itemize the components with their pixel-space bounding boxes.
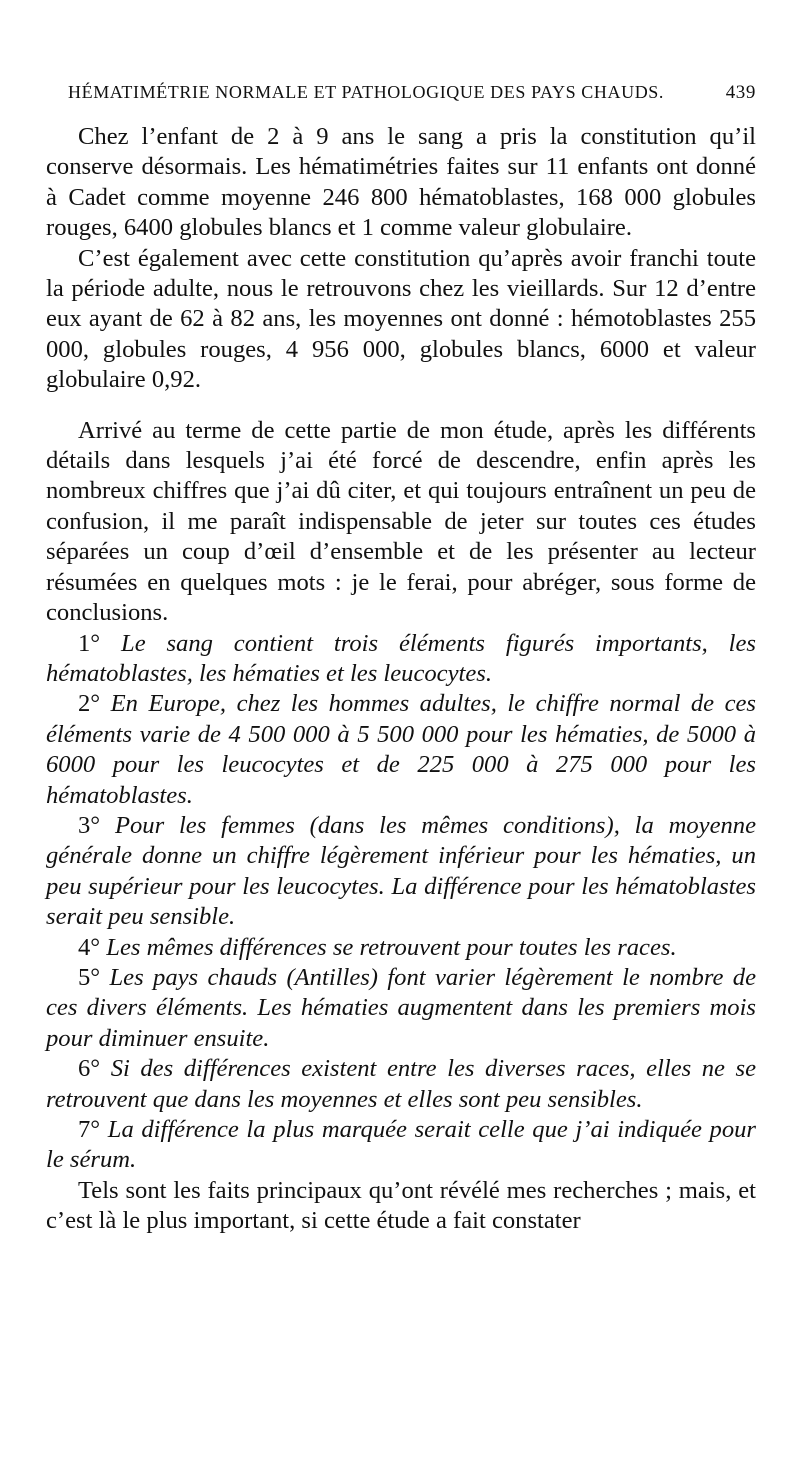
running-head bbox=[68, 82, 756, 112]
conclusion-6 bbox=[46, 1054, 756, 1115]
conclusion-number: 7° bbox=[78, 1116, 101, 1143]
conclusion-number: 2° bbox=[78, 690, 101, 718]
conclusion-3 bbox=[46, 811, 756, 933]
conclusion-number: 6° bbox=[78, 1055, 101, 1083]
conclusion-number: 4° bbox=[78, 933, 101, 961]
paragraph-summary-intro: Arrivé au terme de cette partie de mon étude, après les différents détails dans lesquels j’ai été forcé de descendre, enfin après les nombreux chiffres que j’ai dû citer, et qui toujours entraînent un peu de confusion, il me paraît indispensable de jeter sur toutes ces études séparées un coup d’œil d’ensemble et de les présenter au lecteur résumées en quelques mots : je le ferai, pour abréger, sous forme de conclusions. bbox=[46, 416, 756, 627]
conclusion-text: Les pays chauds (Antilles) font varier légèrement le nombre de ces divers éléments. Les hématies augmentent dans les premiers mois pour diminuer ensuite. bbox=[46, 963, 756, 1052]
conclusion-text: En Europe, chez les hommes adultes, le chiffre normal de ces éléments varie de 4 500 000 à 5 500 000 pour les hématies, de 5000 à 6000 pour les leucocytes et de 225 000 à 275 000 pour les hématoblastes. bbox=[46, 690, 756, 809]
conclusion-number: 3° bbox=[78, 811, 101, 839]
conclusion-5 bbox=[46, 963, 756, 1054]
conclusion-text: Si des différences existent entre les diverses races, elles ne se retrouvent que dans les moyennes et elles sont peu sensibles. bbox=[46, 1055, 756, 1113]
body-text bbox=[46, 122, 756, 1237]
conclusion-text: Pour les femmes (dans les mêmes conditions), la moyenne générale donne un chiffre légèrement inférieur pour les hématies, un peu supérieur pour les leucocytes. La différence pour les hématoblastes serait peu sensible. bbox=[46, 811, 757, 931]
page-number: 439 bbox=[725, 82, 756, 103]
paragraph-elderly: C’est également avec cette constitution qu’après avoir franchi toute la période adulte, nous le retrouvons chez les vieillards. Sur 12 d’entre eux ayant de 62 à 82 ans, les moyennes ont donné : hémotoblastes 255 000, globules rouges, 4 956 000, globules blancs, 6000 et valeur globulaire 0,92. bbox=[46, 244, 756, 394]
conclusion-4 bbox=[46, 933, 756, 963]
conclusion-7 bbox=[46, 1115, 756, 1176]
conclusion-text: Le sang contient trois éléments figurés importants, les hématoblastes, les hématies et les leucocytes. bbox=[46, 629, 756, 687]
paragraph-children: Chez l’enfant de 2 à 9 ans le sang a pris la constitution qu’il conserve désormais. Les hématimétries faites sur 11 enfants ont donné à Cadet comme moyenne 246 800 hématoblastes, 168 000 globules rouges, 6400 globules blancs et 1 comme valeur globulaire. bbox=[46, 123, 756, 242]
conclusion-number: 5° bbox=[78, 963, 101, 991]
conclusion-number: 1° bbox=[78, 629, 101, 657]
book-page bbox=[46, 82, 756, 1237]
conclusion-1 bbox=[46, 629, 756, 690]
conclusion-2 bbox=[46, 689, 756, 811]
paragraph-closing: Tels sont les faits principaux qu’ont révélé mes recherches ; mais, et c’est là le plus important, si cette étude a fait constater bbox=[46, 1176, 756, 1235]
conclusion-text: La différence la plus marquée serait celle que j’ai indiquée pour le sérum. bbox=[46, 1116, 756, 1174]
conclusion-text: Les mêmes différences se retrouvent pour toutes les races. bbox=[106, 933, 677, 961]
running-head-title: HÉMATIMÉTRIE NORMALE ET PATHOLOGIQUE DES PAYS CHAUDS. bbox=[68, 82, 665, 102]
